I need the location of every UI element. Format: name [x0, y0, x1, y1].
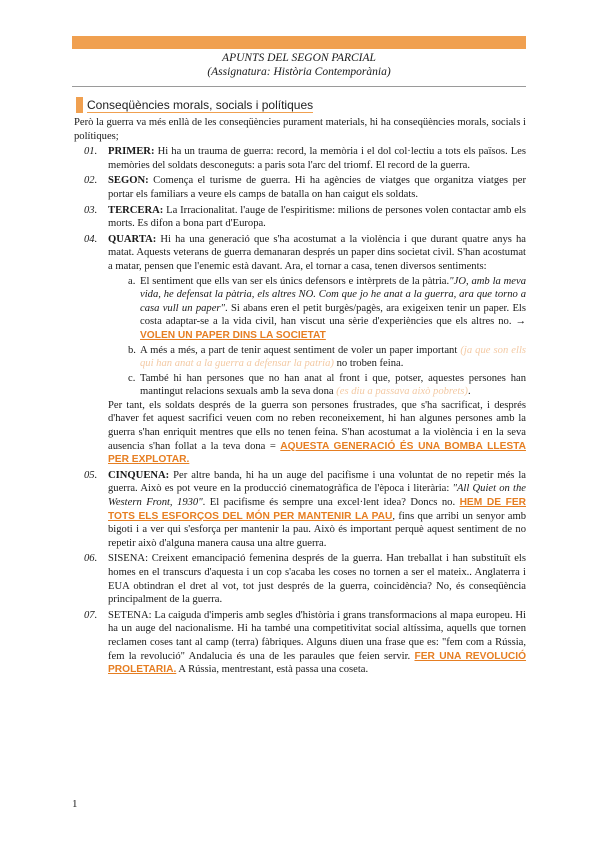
highlight-text: AQUESTA GENERACIÓ ÉS UNA BOMBA LLESTA PER EXPLOTAR. [108, 440, 526, 466]
item-number: 04. [84, 233, 98, 245]
item-text [108, 469, 526, 551]
item-number: 07. [84, 609, 98, 621]
item-number: 03. [84, 204, 98, 216]
item-number: 05. [84, 469, 98, 481]
document-subtitle: (Assignatura: Història Contemporània) [207, 66, 391, 78]
sub-item-body-cont: . [467, 386, 471, 398]
sub-item-letter: a. [128, 275, 136, 287]
sub-item-text [140, 372, 526, 399]
item-body-end: A Rússia, mentrestant, està passa una coseta. [176, 664, 369, 676]
item-body-end: , fins que arribi un senyor amb bigoti i a ver qui s'esforça per mantenir la pau. Això és important perquè aquest sentiment de no repetir això d'alguna manera causa una altre guerra. [108, 510, 526, 549]
item-body: Creixent emancipació femenina després de la guerra. Han treballat i han substituït els homes en el transcurs d'aquesta i un cop s'acaba les coses no tornen a ser el mateix.. Anglaterra i EUA obtindran el dret al vot, tot just després de la guerra, coincidència? No, és conseqüència principalment de la guerra. [108, 553, 526, 606]
sub-item-body: El sentiment que ells van ser els únics defensors e intèrprets de la pàtria. [140, 275, 450, 287]
highlight-text: VOLEN UN PAPER DINS LA SOCIETAT [140, 329, 326, 341]
sub-list [108, 275, 526, 399]
item-body: Per altre banda, hi ha un auge del pacifisme i una voluntat de no repetir més la guerra. Això es pot veure en la producció cinematogràfica de l'època i literària: [108, 469, 526, 495]
item-text [108, 552, 526, 606]
item-body: La caiguda d'imperis amb segles d'història i grans transformacions al mapa europeu. Hi ha un auge del nacionalisme. Hi ha també una competitivitat social altíssima, aquells que tornen reclamen coses tant al camp (terra) fàbriques. Alguns diuen una frase que es: "fem com a Rússia, fem la revolució" Andalucia és una de les paraules que feien servir. [108, 609, 526, 662]
item-4-conclusion [108, 399, 526, 467]
header-divider [72, 86, 526, 87]
list-item [74, 552, 526, 606]
conclusion-text: Per tant, els soldats després de la guerra son persones frustrades, que s'ha sacrificat, i després d'haver fet aquest sacrifici veuen com no reben reconeixement, hi han algunes persones amb la guerra s'han enriquit mentres que ells no tenen feina. S'han acostumat a la violència i en la seva ausencia s'han follat a la teva dona = [108, 399, 526, 452]
sub-item-text [140, 344, 526, 371]
item-text [108, 609, 526, 677]
sub-item [108, 344, 526, 371]
item-text [108, 233, 526, 274]
item-text [108, 145, 526, 172]
item-body: Hi ha una generació que s'ha acostumat a la violència i que durant quatre anys ha matat. Aquests veterans de guerra demanaran després un paper dins societat civil. S'han acostumat a matar, pensen que l'enemic està davant. Ara, el tornar a casa, tenen diversos sentiments: [108, 233, 526, 272]
sub-item-letter: b. [128, 344, 136, 356]
item-body: Hi ha un trauma de guerra: record, la memòria i el dol col·lectiu a tots els països. Les memòries del soldats desconeguts: a paris sota l'arc del triomf. El record de la guerra. [108, 146, 526, 171]
sub-item-letter: c. [128, 372, 136, 384]
item-body: La Irracionalitat. l'auge de l'espiritisme: milions de persones volen contactar amb els morts. Es difon a bona part d'Europa. [108, 204, 526, 230]
document-title: APUNTS DEL SEGON PARCIAL [222, 52, 376, 64]
faint-note: (es diu a passava això pobrets) [336, 386, 468, 398]
sub-item-quote: "JO, amb la meva vida, he defensat la pàtria, els altres NO. Com que jo he anat a la guerra, ara que torno a casa vull un paper" [140, 275, 527, 314]
sub-item-body: També hi han persones que no han anat al front i que, potser, aquestes persones han mantingut relacions sexuals amb la seva dona [140, 372, 526, 398]
highlight-text: HEM DE FER TOTS ELS ESFORÇOS DEL MÓN PER MANTENIR LA PAU [108, 497, 527, 522]
list-item [74, 233, 526, 274]
list-item [74, 469, 526, 551]
item-label: TERCERA: [108, 204, 164, 216]
item-quote: "All Quiet on the Western Front, 1930" [108, 483, 526, 509]
sub-item-text [140, 275, 526, 343]
page-number: 1 [72, 798, 78, 810]
header-accent-bar [72, 36, 526, 49]
list-item [74, 204, 526, 231]
sub-item [108, 275, 526, 343]
item-body: Comença el turisme de guerra. Hi ha agències de viatges que organitza viatges per portar els familiars a veure els camps de batalla on han caigut els soldats. [108, 175, 526, 200]
item-label: SETENA: [108, 609, 152, 621]
item-text [108, 204, 526, 231]
sub-item [108, 372, 526, 399]
item-number: 01. [84, 146, 98, 158]
list-item [74, 145, 526, 172]
sub-item-body-cont: . Si abans eren el petit burgès/pagès, ara exigeixen tenir un paper. Els costa adaptar-se a la vida civil, han viscut una sèrie d'experiències que els altres no. → [140, 302, 526, 328]
sub-item-body: A més a més, a part de tenir aquest sentiment de voler un paper important [140, 344, 461, 356]
document-body [74, 116, 526, 677]
item-label: QUARTA: [108, 233, 157, 245]
section-marker [76, 97, 83, 113]
item-label: SISENA: [108, 553, 149, 565]
item-label: CINQUENA: [108, 469, 170, 481]
item-text [108, 174, 526, 201]
list-item [74, 609, 526, 677]
list-item [74, 174, 526, 201]
faint-note: (ja que son ells qui han anat a la guerra a defensar la patria) [140, 344, 527, 370]
item-number: 02. [84, 175, 98, 187]
item-label: SEGON: [108, 175, 149, 187]
item-number: 06. [84, 553, 98, 565]
highlight-text: FER UNA REVOLUCIÓ PROLETARIA. [108, 650, 527, 676]
item-label: PRIMER: [108, 146, 155, 158]
sub-item-body-cont: no troben feina. [333, 358, 404, 370]
section-heading [76, 97, 313, 113]
section-title: Conseqüències morals, socials i polítiques [87, 97, 314, 112]
intro-paragraph: Però la guerra va més enllà de les conseqüències purament materials, hi ha conseqüències morals, socials i polítiques; [74, 117, 526, 142]
item-body-cont: . El pacifisme és sempre una excel·lent idea? Doncs no. [202, 497, 460, 509]
